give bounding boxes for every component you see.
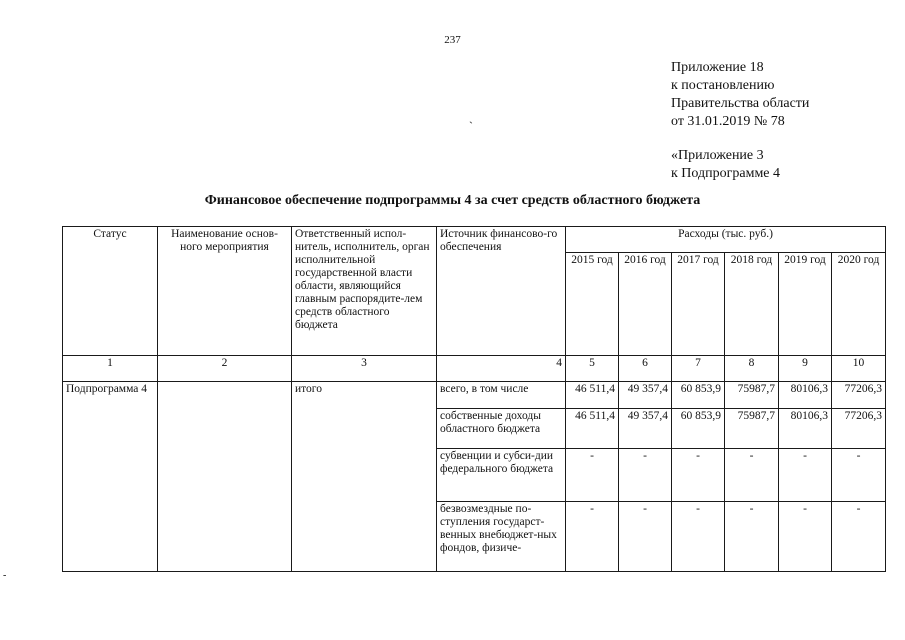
column-number: 5 <box>566 356 619 382</box>
source-cell: собственные доходы областного бюджета <box>437 409 566 449</box>
value-cell: - <box>672 449 725 502</box>
column-number-row <box>63 356 886 382</box>
value-cell: 77206,3 <box>832 409 886 449</box>
appendix-line: Приложение 18 <box>671 60 764 75</box>
header-activity: Наименование основ-ного мероприятия <box>158 227 292 356</box>
header-row <box>63 227 886 253</box>
appendix-header <box>671 59 809 131</box>
column-number: 8 <box>725 356 779 382</box>
column-number: 1 <box>63 356 158 382</box>
column-number: 2 <box>158 356 292 382</box>
value-cell: 46 511,4 <box>566 409 619 449</box>
column-number: 7 <box>672 356 725 382</box>
scan-edge-mark: - <box>3 570 7 581</box>
status-cell: Подпрограмма 4 <box>63 382 158 572</box>
value-cell: - <box>619 449 672 502</box>
document-title: Финансовое обеспечение подпрограммы 4 за счет средств областного бюджета <box>204 193 701 208</box>
page-number: 237 <box>444 34 461 46</box>
value-cell: 75987,7 <box>725 382 779 409</box>
header-year: 2016 год <box>619 253 672 356</box>
value-cell: - <box>779 502 832 572</box>
value-cell: 49 357,4 <box>619 409 672 449</box>
source-cell: безвозмездные по-ступления государст-венных внебюджет-ных фондов, физиче- <box>437 502 566 572</box>
source-cell: всего, в том числе <box>437 382 566 409</box>
value-cell: - <box>566 502 619 572</box>
value-cell: - <box>832 502 886 572</box>
header-expenses: Расходы (тыс. руб.) <box>566 227 886 253</box>
column-number: 3 <box>292 356 437 382</box>
value-cell: - <box>832 449 886 502</box>
source-cell: субвенции и субси-дии федерального бюджета <box>437 449 566 502</box>
scan-speck: ` <box>469 119 473 133</box>
budget-table <box>62 226 886 572</box>
value-cell: 46 511,4 <box>566 382 619 409</box>
appendix-line: от 31.01.2019 № 78 <box>671 114 785 129</box>
activity-cell <box>158 382 292 572</box>
appendix-sub-line: к Подпрограмме 4 <box>671 166 781 181</box>
value-cell: 80106,3 <box>779 382 832 409</box>
value-cell: 77206,3 <box>832 382 886 409</box>
header-source: Источник финансово-го обеспечения <box>437 227 566 356</box>
header-responsible: Ответственный испол-нитель, исполнитель, орган исполнительной государственной власти области, являющийся главным распорядите-лем средств областного бюджета <box>292 227 437 356</box>
value-cell: - <box>725 449 779 502</box>
value-cell: 80106,3 <box>779 409 832 449</box>
header-year: 2015 год <box>566 253 619 356</box>
value-cell: - <box>619 502 672 572</box>
value-cell: - <box>672 502 725 572</box>
value-cell: 60 853,9 <box>672 409 725 449</box>
table-row <box>63 382 886 409</box>
value-cell: - <box>566 449 619 502</box>
column-number: 9 <box>779 356 832 382</box>
header-year: 2020 год <box>832 253 886 356</box>
appendix-line: к постановлению <box>671 78 775 93</box>
header-year: 2017 год <box>672 253 725 356</box>
value-cell: 60 853,9 <box>672 382 725 409</box>
value-cell: 49 357,4 <box>619 382 672 409</box>
appendix-line: Правительства области <box>671 96 810 111</box>
appendix-subheader <box>671 147 780 183</box>
header-status: Статус <box>63 227 158 356</box>
column-number: 10 <box>832 356 886 382</box>
value-cell: - <box>779 449 832 502</box>
column-number: 4 <box>437 356 566 382</box>
value-cell: - <box>725 502 779 572</box>
header-year: 2018 год <box>725 253 779 356</box>
column-number: 6 <box>619 356 672 382</box>
header-year: 2019 год <box>779 253 832 356</box>
responsible-cell: итого <box>292 382 437 572</box>
appendix-sub-line: «Приложение 3 <box>671 148 764 163</box>
value-cell: 75987,7 <box>725 409 779 449</box>
